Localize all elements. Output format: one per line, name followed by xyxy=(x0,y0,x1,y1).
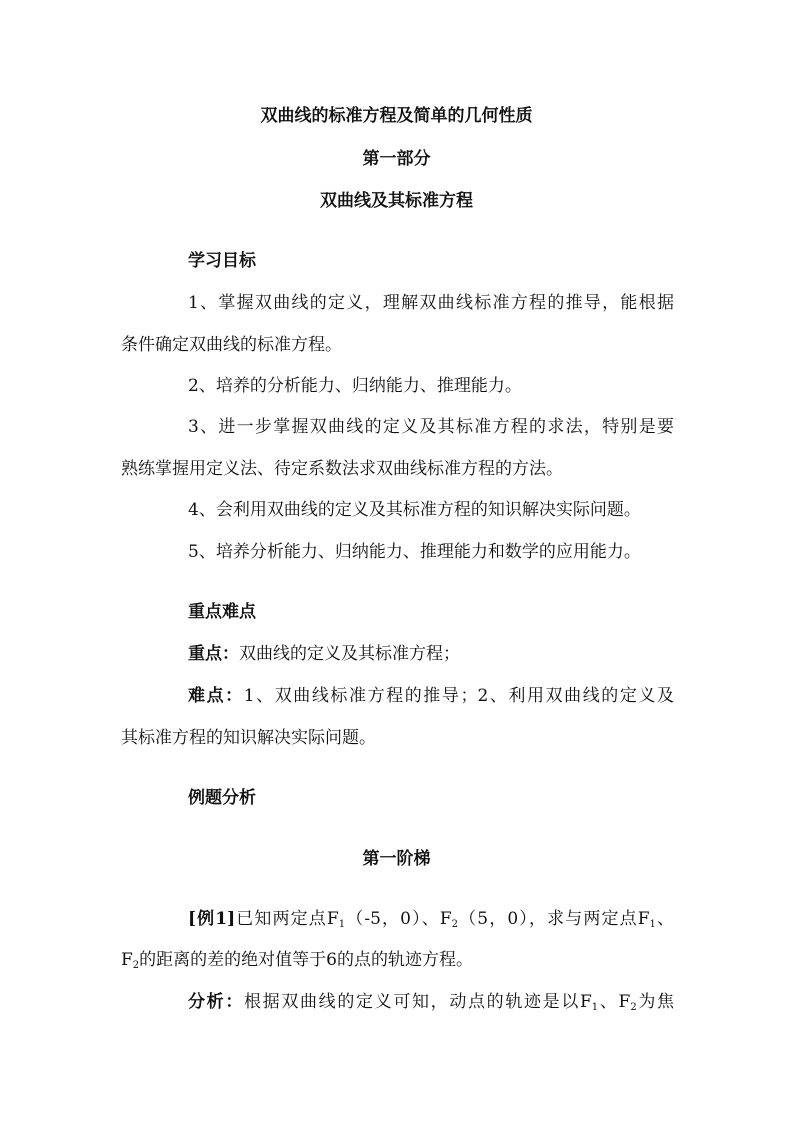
difficulty-line-2: 其标准方程的知识解决实际问题。 xyxy=(121,728,376,748)
examples-heading: 例题分析 xyxy=(188,788,256,808)
objectives-heading: 学习目标 xyxy=(188,251,256,271)
objective-3-line-1: 3、进一步掌握双曲线的定义及其标准方程的求法，特别是要 xyxy=(188,417,674,437)
focus-line xyxy=(188,642,460,666)
subscript-2: 2 xyxy=(451,919,459,930)
focus-label: 重点： xyxy=(188,644,239,664)
example-1-text-b: （-5，0）、F xyxy=(345,909,452,929)
subscript-1: 1 xyxy=(591,1002,599,1013)
objective-3-line-2: 熟练掌握用定义法、待定系数法求双曲线标准方程的方法。 xyxy=(121,459,563,479)
analysis-text-c: 为焦 xyxy=(636,992,675,1012)
analysis-line-1 xyxy=(188,990,674,1014)
analysis-text-a: 根据双曲线的定义可知，动点的轨迹是以F xyxy=(244,992,592,1012)
example-1-text-c: （5，0），求与两定点F xyxy=(458,909,650,929)
subscript-2: 2 xyxy=(630,1002,637,1013)
difficulty-text-1: 1、双曲线标准方程的推导；2、利用双曲线的定义及 xyxy=(243,686,675,706)
example-1-label: [例1] xyxy=(188,909,236,929)
objective-2: 2、培养的分析能力、归纳能力、推理能力。 xyxy=(188,376,522,396)
subscript-1: 1 xyxy=(649,919,656,930)
objective-5: 5、培养分析能力、归纳能力、推理能力和数学的应用能力。 xyxy=(188,542,641,562)
subscript-1: 1 xyxy=(338,919,346,930)
focus-text: 双曲线的定义及其标准方程； xyxy=(239,644,460,664)
analysis-label: 分析： xyxy=(188,992,244,1012)
objective-1-line-2: 条件确定双曲线的标准方程。 xyxy=(121,335,342,355)
example-1-line-2-a: F xyxy=(121,950,133,970)
analysis-text-b: 、F xyxy=(598,992,631,1012)
example-1-line-2 xyxy=(121,948,473,972)
objective-4: 4、会利用双曲线的定义及其标准方程的知识解决实际问题。 xyxy=(188,500,641,520)
example-1-line-1 xyxy=(188,907,674,931)
document-title: 双曲线的标准方程及简单的几何性质 xyxy=(260,106,533,126)
level-heading: 第一阶梯 xyxy=(362,849,431,869)
example-1-line-2-b: 的距离的差的绝对值等于6的点的轨迹方程。 xyxy=(139,950,473,970)
example-1-text-a: 已知两定点F xyxy=(235,909,339,929)
part-heading: 第一部分 xyxy=(362,149,431,169)
subscript-2: 2 xyxy=(132,960,140,971)
objective-1-line-1: 1、掌握双曲线的定义，理解双曲线标准方程的推导，能根据 xyxy=(188,293,674,313)
difficulty-line-1 xyxy=(188,684,674,708)
key-points-heading: 重点难点 xyxy=(188,602,256,622)
difficulty-label: 难点： xyxy=(188,686,244,706)
part-title: 双曲线及其标准方程 xyxy=(320,191,473,211)
example-1-text-d: 、 xyxy=(655,909,675,929)
